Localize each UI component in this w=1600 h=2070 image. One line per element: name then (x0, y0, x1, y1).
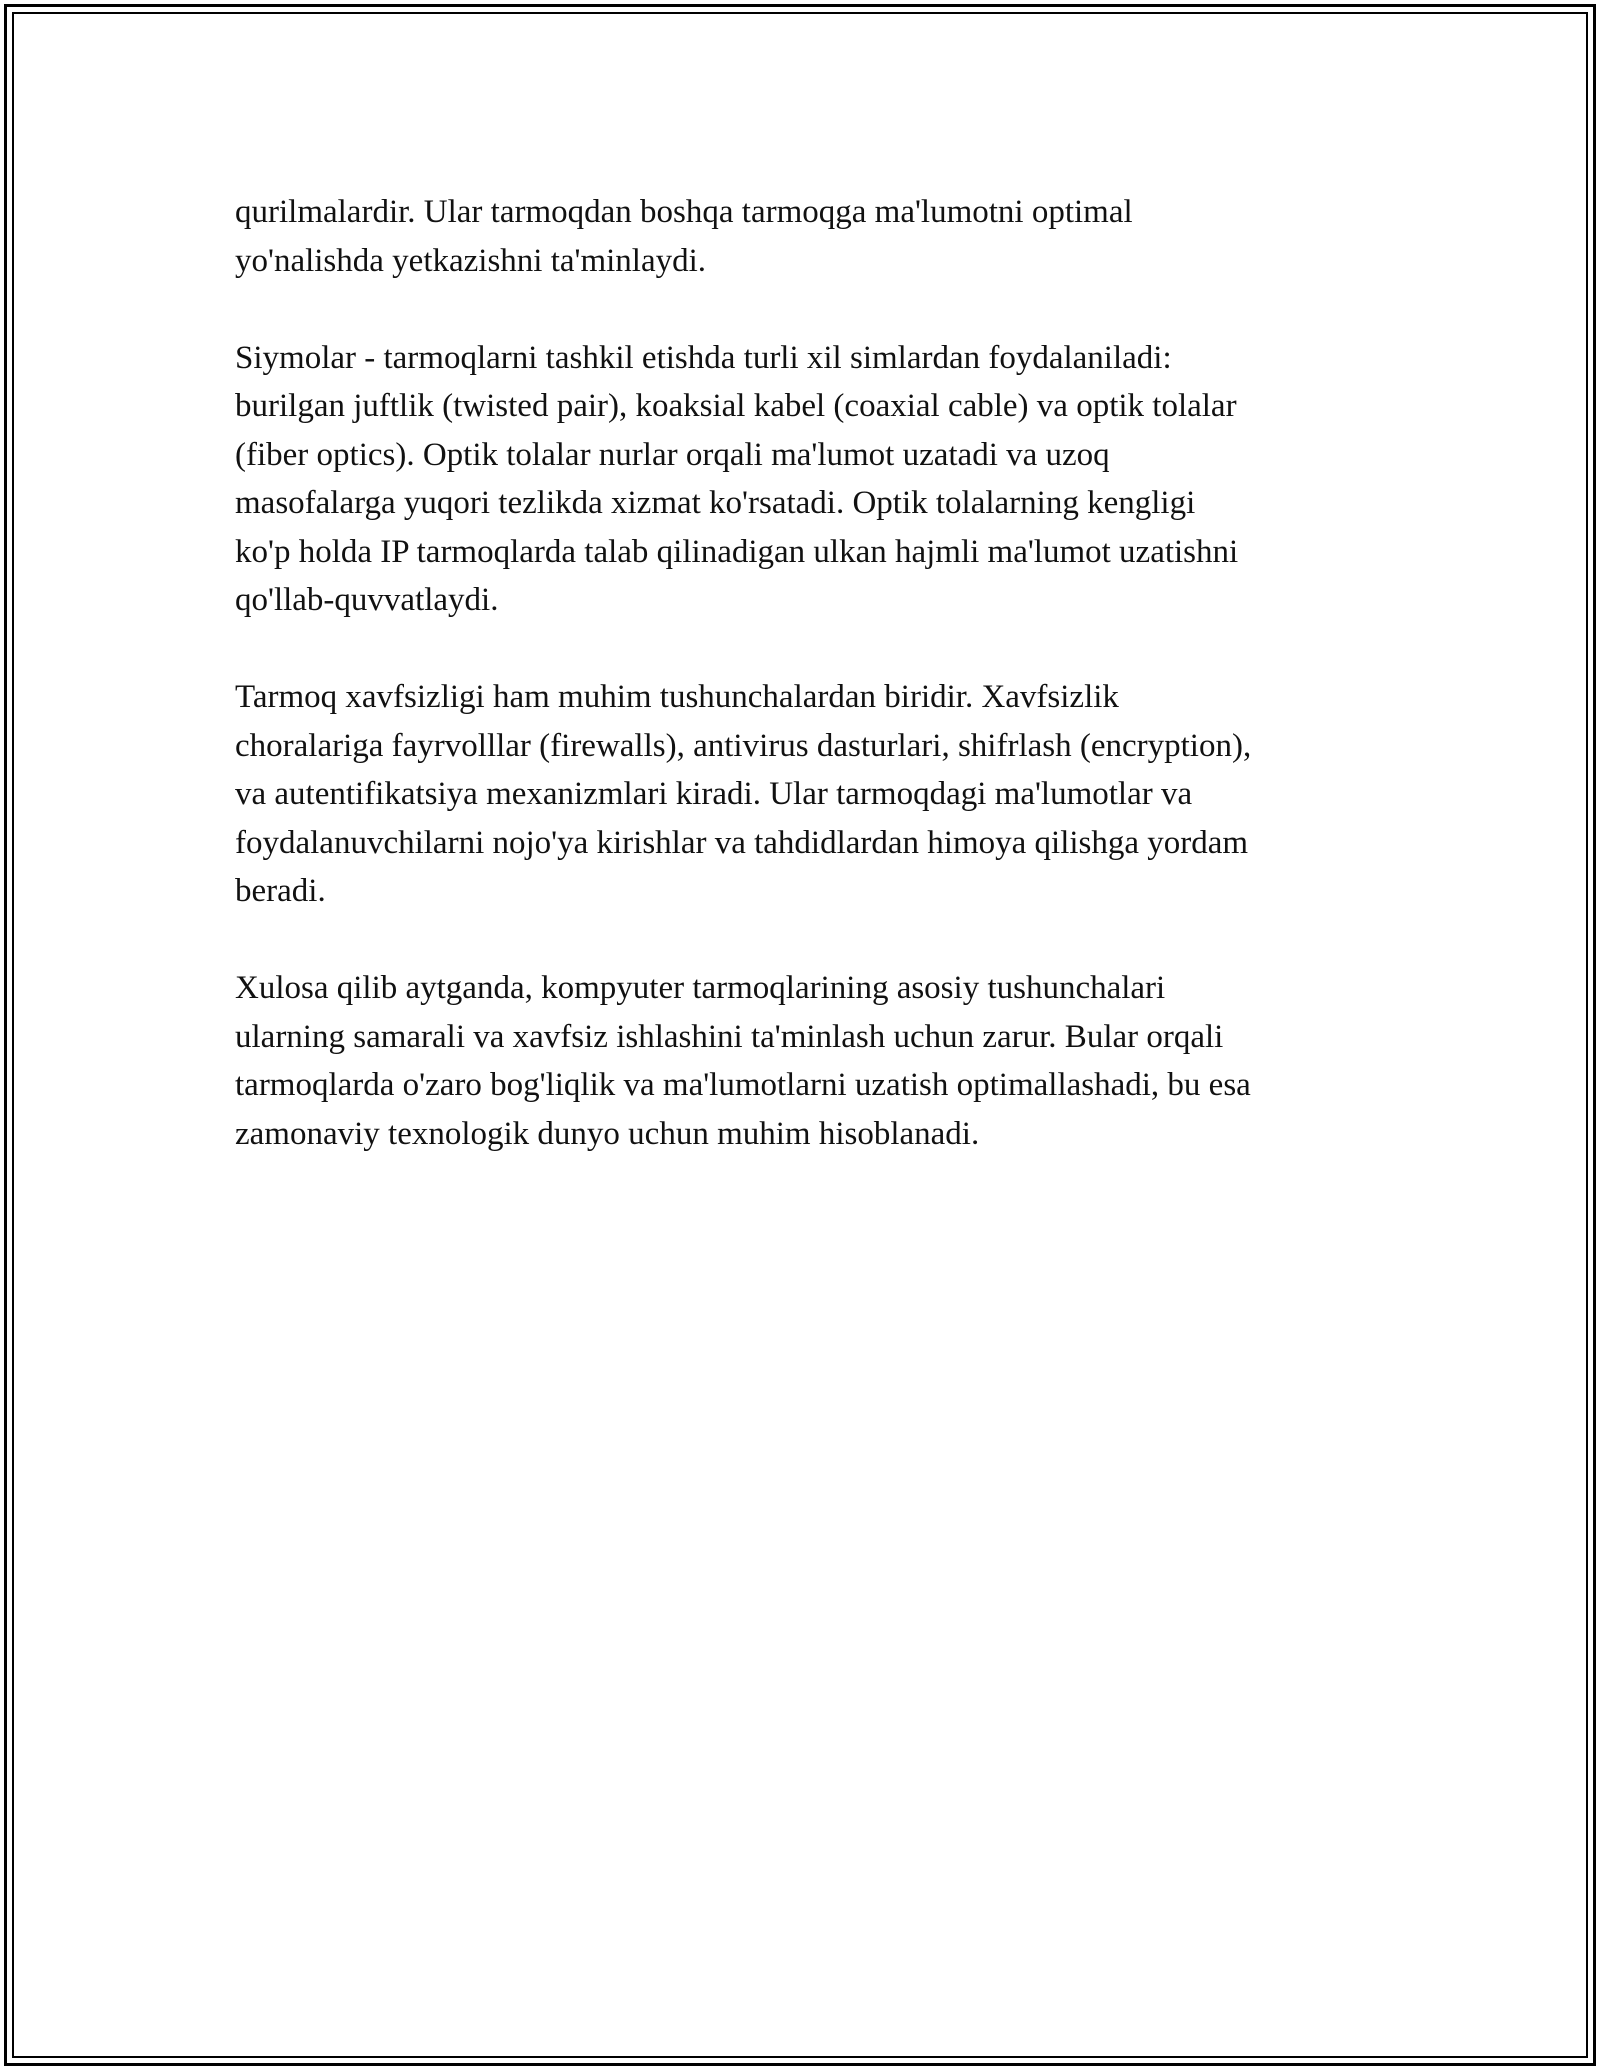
text-line: yo'nalishda yetkazishni ta'minlaydi. (235, 242, 707, 279)
paragraph-conclusion (235, 964, 1385, 1158)
text-line: beradi. (235, 873, 326, 909)
text-line: (fiber optics). Optik tolalar nurlar orqali ma'lumot uzatadi va uzoq (235, 436, 1110, 473)
paragraph-security (235, 673, 1385, 916)
text-line: masofalarga yuqori tezlikda xizmat ko'rsatadi. Optik tolalarning kengligi (235, 485, 1196, 521)
text-line: tarmoqlarda o'zaro bog'liqlik va ma'lumotlarni uzatish optimallashadi, bu esa (235, 1067, 1251, 1103)
text-line: qurilmalardir. Ular tarmoqdan boshqa tarmoqga ma'lumotni optimal (235, 194, 1133, 230)
text-line: zamonaviy texnologik dunyo uchun muhim hisoblanadi. (235, 1115, 980, 1152)
paragraph-cables (235, 334, 1385, 625)
text-line: ularning samarali va xavfsiz ishlashini ta'minlash uchun zarur. Bular orqali (235, 1018, 1224, 1055)
document-body (235, 188, 1385, 1207)
text-line: Tarmoq xavfsizligi ham muhim tushunchalardan biridir. Xavfsizlik (235, 679, 1119, 715)
text-line: ko'p holda IP tarmoqlarda talab qilinadigan ulkan hajmli ma'lumot uzatishni (235, 533, 1239, 570)
text-line: choralariga fayrvolllar (firewalls), antivirus dasturlari, shifrlash (encryption), (235, 727, 1252, 764)
text-line: foydalanuvchilarni nojo'ya kirishlar va tahdidlardan himoya qilishga yordam (235, 824, 1249, 861)
text-line: va autentifikatsiya mexanizmlari kiradi. Ular tarmoqdagi ma'lumotlar va (235, 776, 1193, 812)
text-line: qo'llab-quvvatlaydi. (235, 582, 499, 618)
text-line: Siymolar - tarmoqlarni tashkil etishda turli xil simlardan foydalaniladi: (235, 339, 1172, 376)
text-line: Xulosa qilib aytganda, kompyuter tarmoqlarining asosiy tushunchalari (235, 970, 1166, 1006)
paragraph-routers (235, 188, 1385, 285)
text-line: burilgan juftlik (twisted pair), koaksial kabel (coaxial cable) va optik tolalar (235, 388, 1237, 424)
